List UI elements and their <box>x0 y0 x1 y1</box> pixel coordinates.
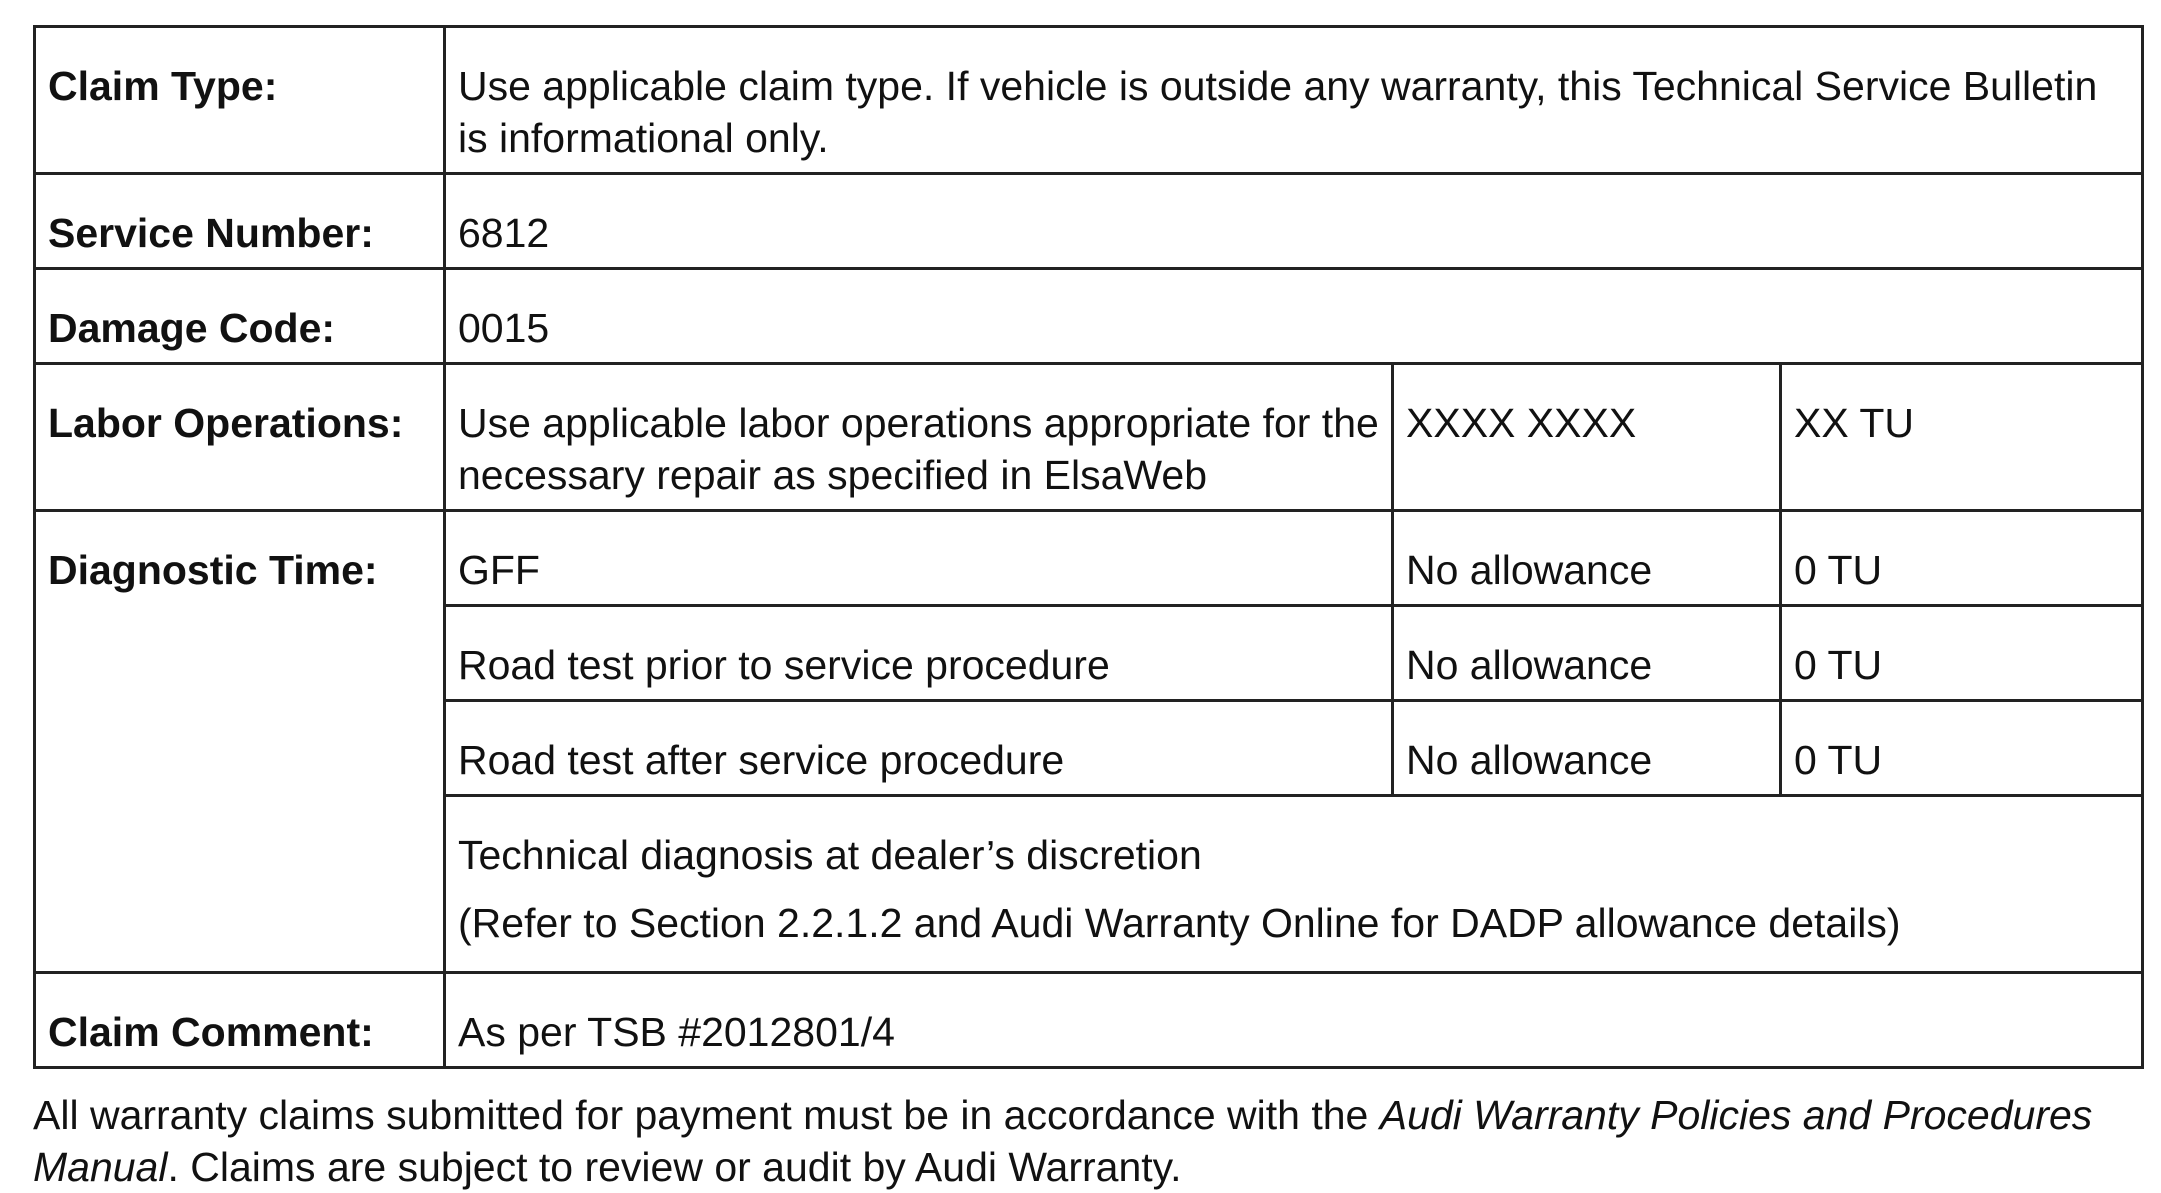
diagnostic-technical-note <box>445 796 2143 973</box>
footer-text-before: All warranty claims submitted for payment must be in accordance with the <box>33 1092 1380 1138</box>
labor-operations-description: Use applicable labor operations appropriate for the necessary repair as specified in ElsaWeb <box>445 364 1393 511</box>
diagnostic-time-value: 0 TU <box>1781 511 2143 606</box>
service-number-value: 6812 <box>445 174 2143 269</box>
row-diagnostic-gff <box>35 511 2143 606</box>
diagnostic-time-value: 0 TU <box>1781 701 2143 796</box>
damage-code-value: 0015 <box>445 269 2143 364</box>
diagnostic-time-label: Diagnostic Time: <box>35 511 445 973</box>
technical-diagnosis-text: Technical diagnosis at dealer’s discretion <box>458 832 1202 878</box>
claim-comment-label: Claim Comment: <box>35 973 445 1068</box>
footer-text-after: . Claims are subject to review or audit by Audi Warranty. <box>167 1144 1182 1190</box>
diagnostic-allowance: No allowance <box>1393 511 1781 606</box>
row-damage-code <box>35 269 2143 364</box>
diagnostic-time-value: 0 TU <box>1781 606 2143 701</box>
diagnostic-description: Road test prior to service procedure <box>445 606 1393 701</box>
service-number-label: Service Number: <box>35 174 445 269</box>
labor-operations-time: XX TU <box>1781 364 2143 511</box>
diagnostic-description: Road test after service procedure <box>445 701 1393 796</box>
row-claim-type <box>35 27 2143 174</box>
row-labor-operations <box>35 364 2143 511</box>
warranty-claim-document <box>33 25 2141 1193</box>
diagnostic-allowance: No allowance <box>1393 606 1781 701</box>
diagnostic-allowance: No allowance <box>1393 701 1781 796</box>
row-claim-comment <box>35 973 2143 1068</box>
claim-comment-value: As per TSB #2012801/4 <box>445 973 2143 1068</box>
claim-info-table <box>33 25 2144 1069</box>
warranty-manual-title: Audi Warranty Policies and Procedures Manual <box>33 1092 2093 1190</box>
labor-operations-label: Labor Operations: <box>35 364 445 511</box>
labor-operations-code: XXXX XXXX <box>1393 364 1781 511</box>
warranty-footer-note <box>33 1089 2141 1193</box>
dadp-reference-text: (Refer to Section 2.2.1.2 and Audi Warranty Online for DADP allowance details) <box>458 900 1901 946</box>
damage-code-label: Damage Code: <box>35 269 445 364</box>
diagnostic-description: GFF <box>445 511 1393 606</box>
row-service-number <box>35 174 2143 269</box>
claim-type-value: Use applicable claim type. If vehicle is outside any warranty, this Technical Service Bulletin is informational only. <box>445 27 2143 174</box>
claim-type-label: Claim Type: <box>35 27 445 174</box>
